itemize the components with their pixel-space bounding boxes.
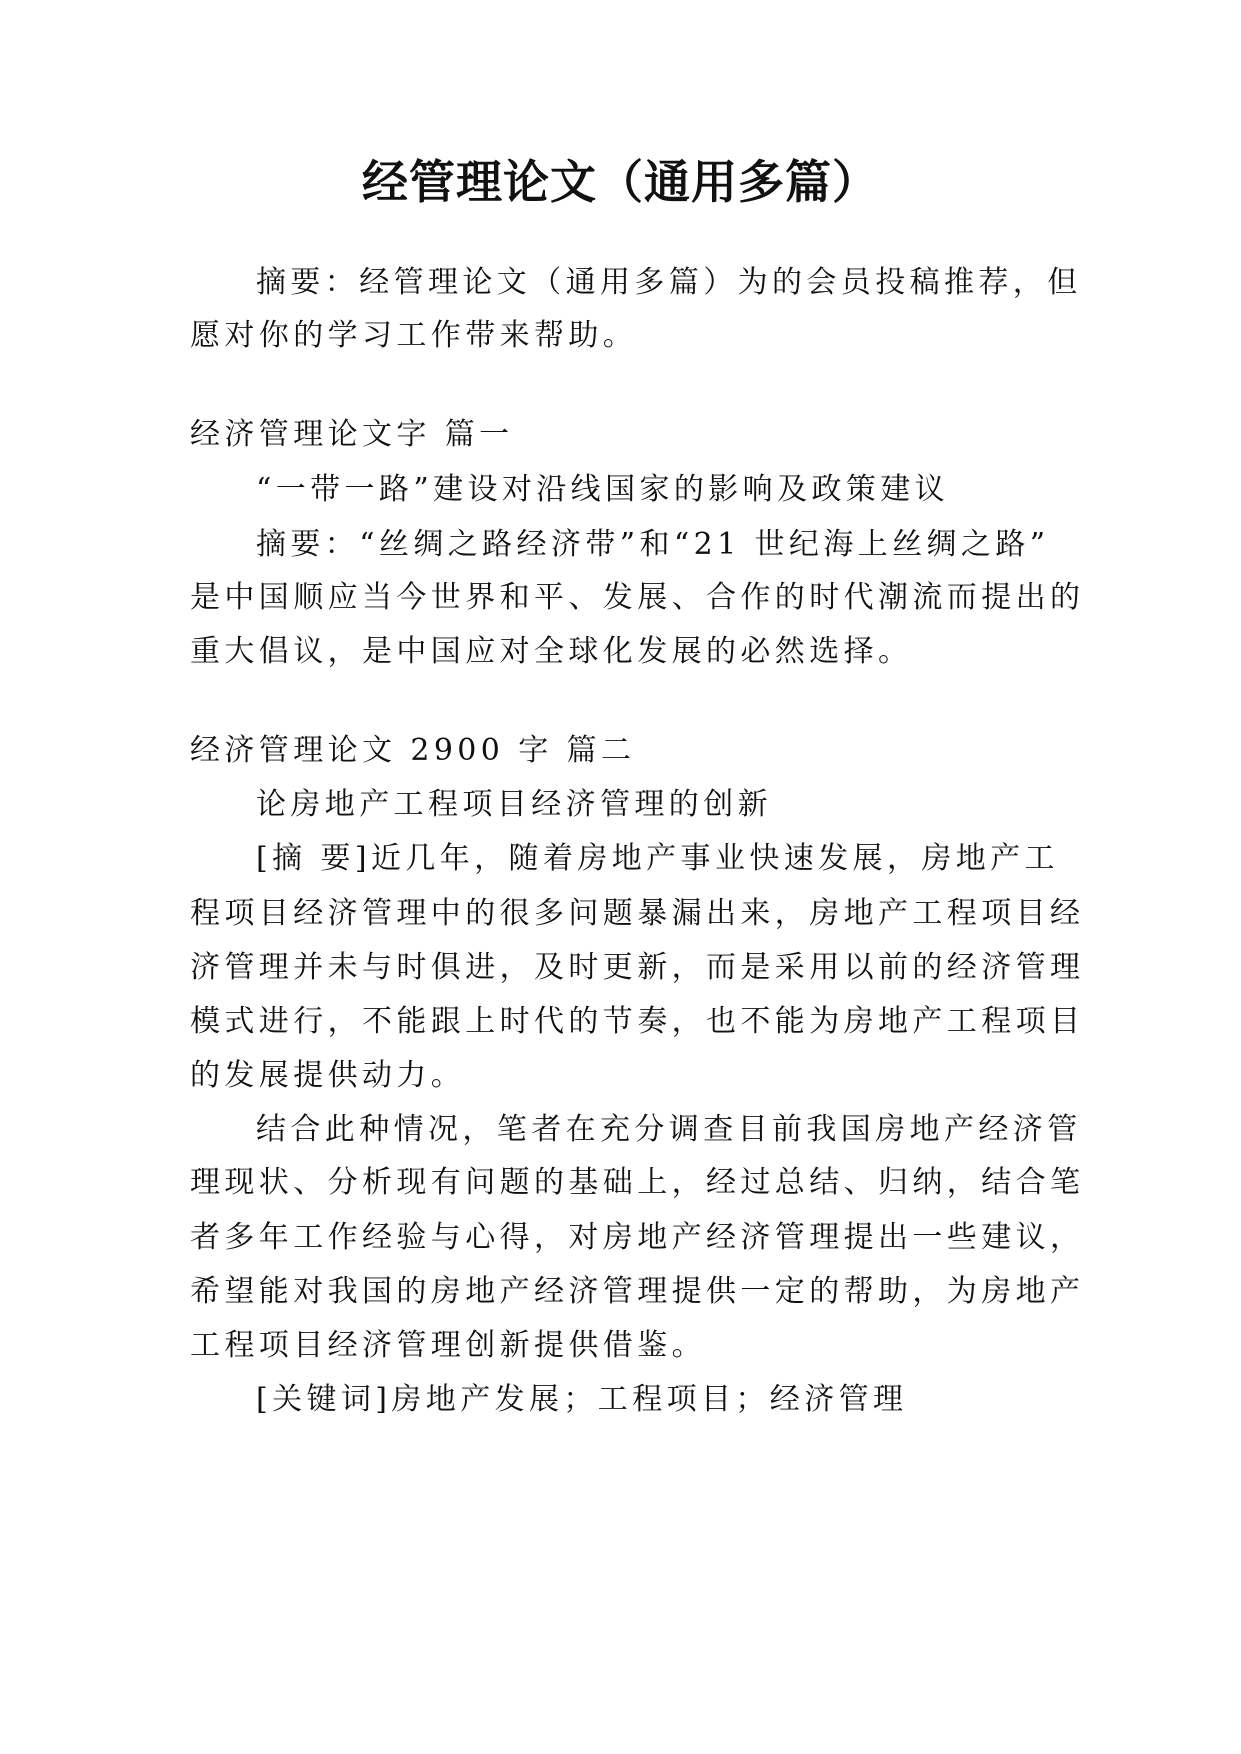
section2-paragraph-line-1: 结合此种情况，笔者在充分调查目前我国房地产经济管 — [256, 1112, 1082, 1147]
section2-abstract-line-1: [摘 要]近几年，随着房地产事业快速发展，房地产工 — [256, 841, 1059, 876]
document-title: 经管理论文（通用多篇） — [362, 155, 879, 209]
section2-abstract-line-2: 程项目经济管理中的很多问题暴漏出来，房地产工程项目经 — [190, 896, 1085, 931]
section2-paragraph-line-5: 工程项目经济管理创新提供借鉴。 — [190, 1328, 706, 1363]
section1-abstract-line-2: 是中国顺应当今世界和平、发展、合作的时代潮流而提出的 — [190, 580, 1085, 615]
section1-heading: 经济管理论文字 篇一 — [190, 417, 514, 452]
section2-heading: 经济管理论文 2900 字 篇二 — [190, 733, 636, 768]
intro-line-1: 摘要：经管理论文（通用多篇）为的会员投稿推荐，但 — [256, 265, 1082, 300]
intro-line-2: 愿对你的学习工作带来帮助。 — [190, 318, 638, 353]
section1-abstract-line-1: 摘要：“丝绸之路经济带”和“21 世纪海上丝绸之路” — [256, 527, 1050, 562]
section2-abstract-line-3: 济管理并未与时俱进，及时更新，而是采用以前的经济管理 — [190, 950, 1085, 985]
section1-subtitle: “一带一路”建设对沿线国家的影响及政策建议 — [256, 472, 950, 507]
section2-subtitle: 论房地产工程项目经济管理的创新 — [256, 787, 772, 822]
section2-paragraph-line-3: 者多年工作经验与心得，对房地产经济管理提出一些建议， — [190, 1220, 1085, 1255]
section1-abstract-line-3: 重大倡议，是中国应对全球化发展的必然选择。 — [190, 634, 913, 669]
section2-abstract-line-4: 模式进行，不能跟上时代的节奏，也不能为房地产工程项目 — [190, 1004, 1085, 1039]
section2-paragraph-line-4: 希望能对我国的房地产经济管理提供一定的帮助，为房地产 — [190, 1274, 1085, 1309]
section2-keywords: [关键词]房地产发展；工程项目；经济管理 — [256, 1382, 908, 1417]
section2-abstract-line-5: 的发展提供动力。 — [190, 1058, 466, 1093]
section2-paragraph-line-2: 理现状、分析现有问题的基础上，经过总结、归纳，结合笔 — [190, 1165, 1085, 1200]
